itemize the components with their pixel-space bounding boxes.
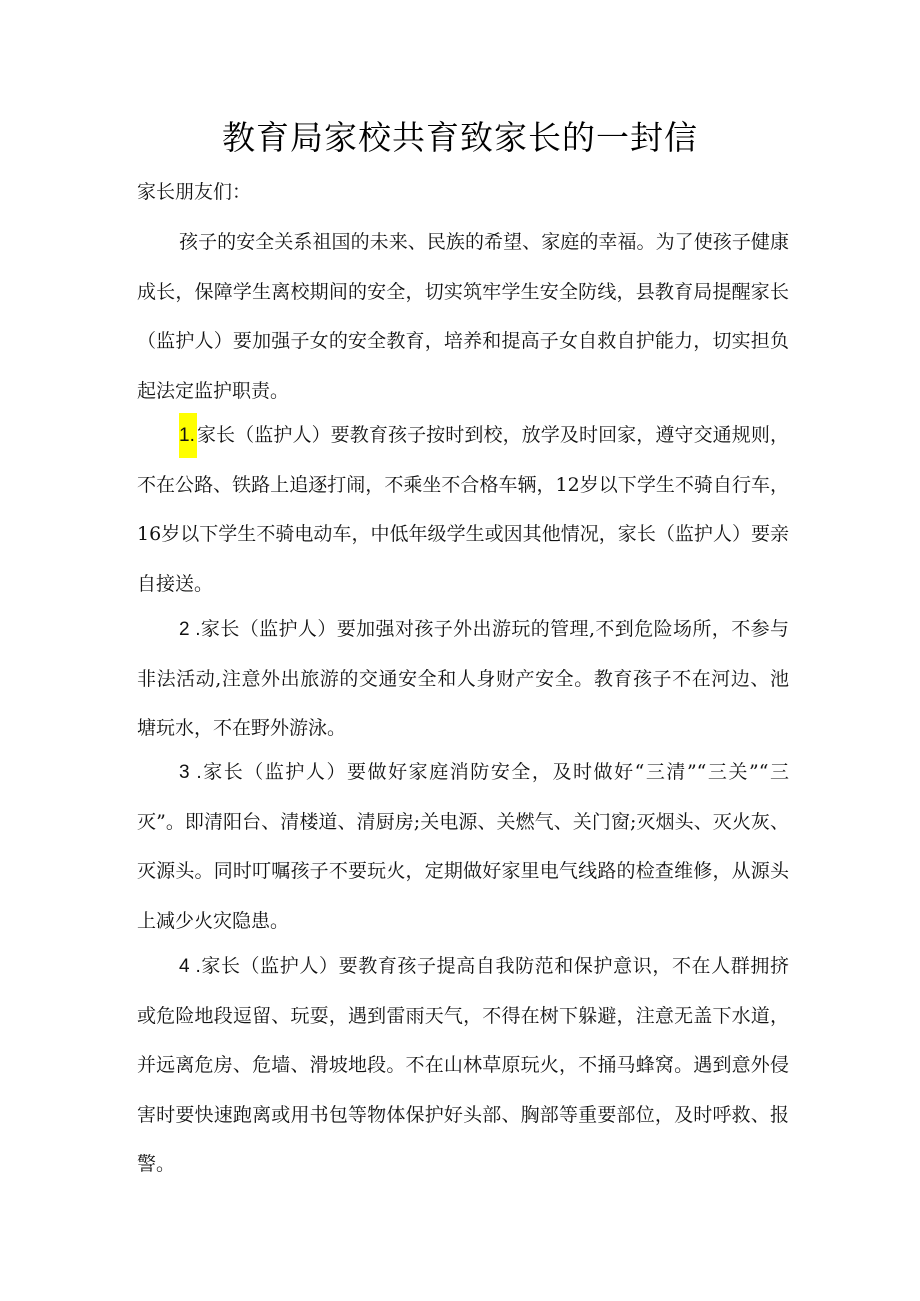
salutation: 家长朋友们： [137,181,252,203]
item-text: 家长（监护人）要加强对孩子外出游玩的管理,不到危险场所，不参与非法活动,注意外出旅游的交通安全和人身财产安全。教育孩子不在河边、池塘玩水，不在野外游泳。 [137,618,789,739]
document-title: 教育局家校共育致家长的一封信 [222,118,698,157]
item-paragraph-4 [137,942,789,1190]
item-text: 家长（监护人）要做好家庭消防安全，及时做好“三清”“三关”“三灭”。即清阳台、清楼道、清厨房;关电源、关燃气、关门窗;灭烟头、灭火灰、灭源头。同时叮嘱孩子不要玩火，定期做好家里电气线路的检查维修，从源头上减少火灾隐患。 [137,761,789,932]
item-paragraph-3 [137,748,789,946]
item-text: 家长（监护人）要教育孩子提高自我防范和保护意识，不在人群拥挤或危险地段逗留、玩耍，遇到雷雨天气，不得在树下躲避，注意无盖下水道，并远离危房、危墙、滑坡地段。不在山林草原玩火，不捅马蜂窝。遇到意外侵害时要快速跑离或用书包等物体保护好头部、胸部等重要部位，及时呼救、报警。 [137,955,789,1175]
item-text: 家长（监护人）要教育孩子按时到校，放学及时回家，遵守交通规则，不在公路、铁路上追逐打闹，不乘坐不合格车辆，12岁以下学生不骑自行车，16岁以下学生不骑电动车，中低年级学生或因其他情况，家长（监护人）要亲自接送。 [137,424,789,595]
intro-text: 孩子的安全关系祖国的未来、民族的希望、家庭的幸福。为了使孩子健康成长，保障学生离校期间的安全，切实筑牢学生安全防线，县教育局提醒家长（监护人）要加强子女的安全教育，培养和提高子女自救自护能力，切实担负起法定监护职责。 [137,231,789,402]
item-number: 2 . [179,619,201,640]
item-paragraph-1 [137,411,789,609]
item-paragraph-2 [137,605,789,754]
intro-paragraph [137,218,789,416]
item-number: 3 . [179,762,202,783]
item-number: 4 . [179,956,201,977]
item-number-highlighted: 1. [179,413,197,458]
